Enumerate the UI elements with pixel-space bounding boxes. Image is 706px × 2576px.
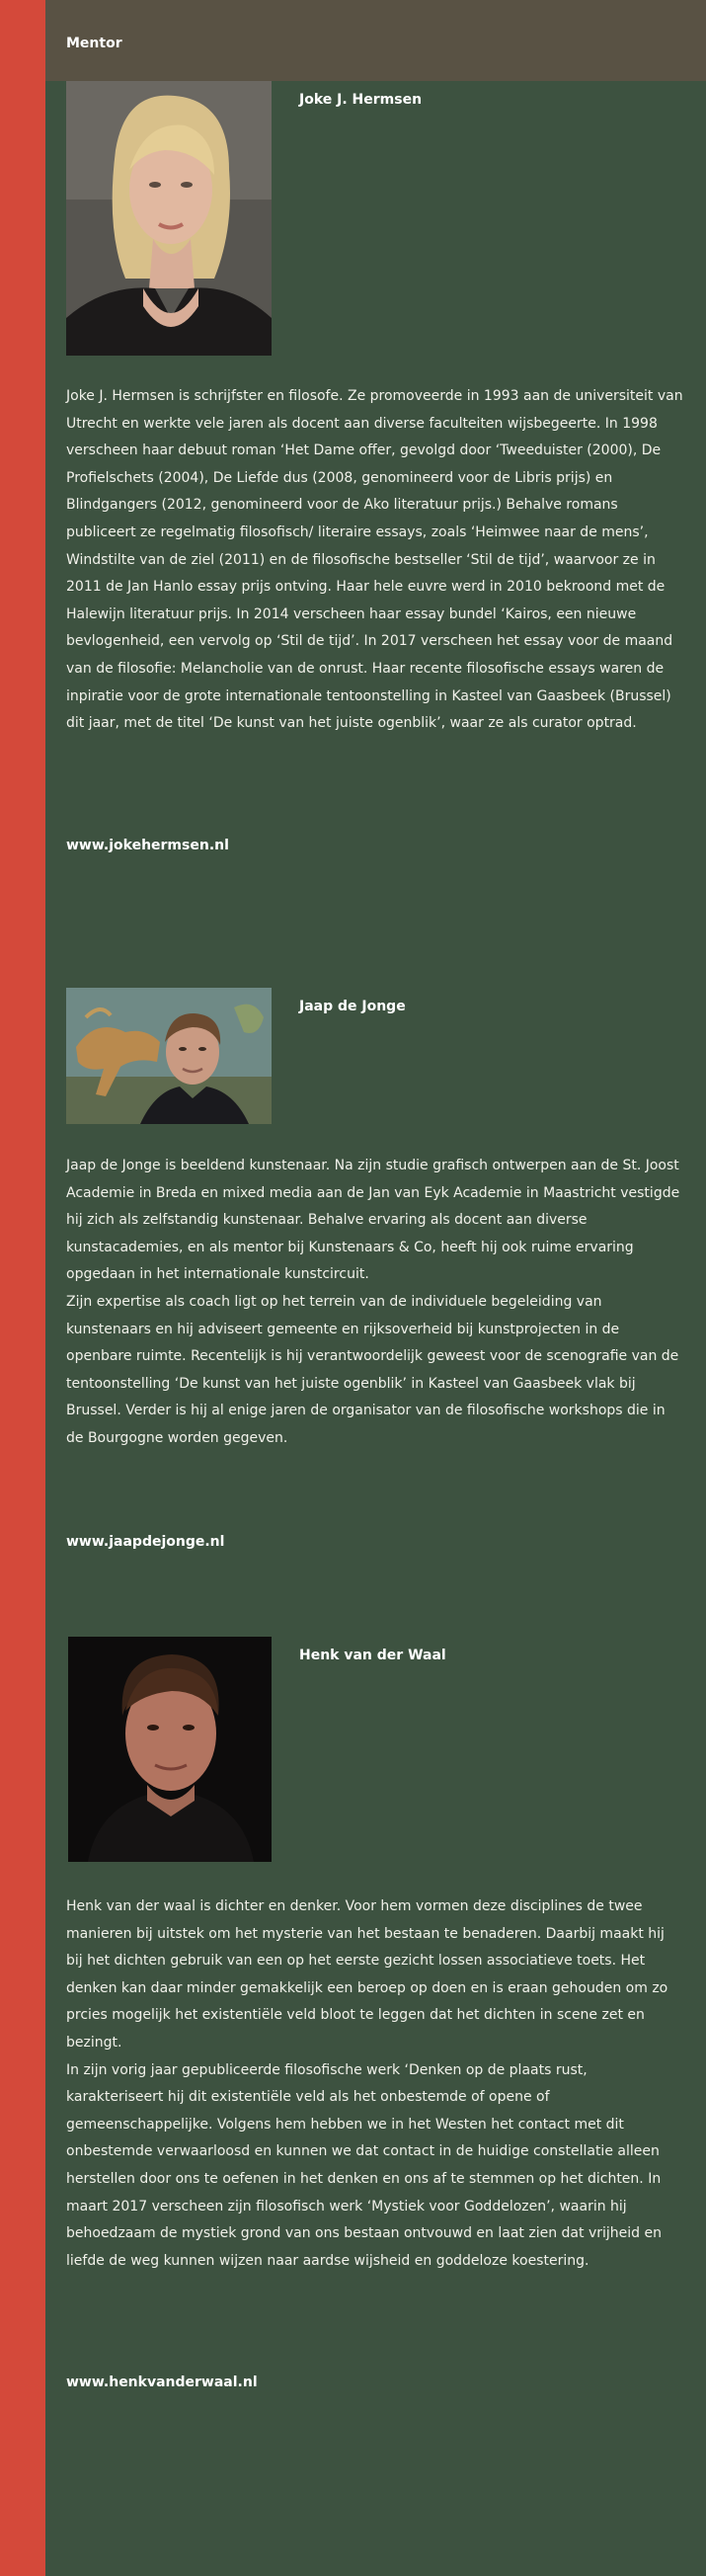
mentor-bio: Jaap de Jonge is beeldend kunstenaar. Na zijn studie grafisch ontwerpen aan de St. Joost Academie in Breda en mixed media aan de Jan van Eyk Academie in Maastricht vestigde hij zich als zelfstandig kunstenaar. Behalve ervaring als docent aan diverse kunstacademies, en als mentor bij Kunstenaars & Co, heeft hij ook ruime ervaring opgedaan in het internationale kunstcircuit. Zijn expertise als coach ligt op het terrein van de individuele begeleiding van kunstenaars en hij adviseert gemeente en rijksoverheid bij kunstprojecten in de openbare ruimte. Recentelijk is hij verantwoordelijk geweest voor de scenografie van de tentoonstelling ‘De kunst van het juiste ogenblik’ in Kasteel van Gaasbeek vlak bij Brussel. Verder is hij al enige jaren de organisator van de filosofische workshops die in de Bourgogne worden gegeven. (66, 1158, 680, 1446)
portrait-photo-jaap-de-jonge (66, 988, 272, 1124)
mentor-name: Joke J. Hermsen (299, 92, 423, 108)
section-header (45, 0, 706, 81)
mentor-website-link[interactable]: www.jokehermsen.nl (66, 838, 229, 853)
mentor-website-link[interactable]: www.jaapdejonge.nl (66, 1534, 225, 1550)
mentor-name: Henk van der Waal (299, 1648, 446, 1663)
portrait-photo-joke-hermsen (66, 81, 272, 356)
mentor-name: Jaap de Jonge (299, 999, 406, 1014)
mentor-bio: Joke J. Hermsen is schrijfster en filosofe. Ze promoveerde in 1993 aan de universiteit van Utrecht en werkte vele jaren als docent aan diverse faculteiten wijsbegeerte. In 1998 verscheen haar debuut roman ‘Het Dame offer, gevolgd door ‘Tweeduister (2000), De Profielschets (2004), De Liefde dus (2008, genomineerd voor de Libris prijs) en Blindgangers (2012, genomineerd voor de Ako literatuur prijs.) Behalve romans publiceert ze regelmatig filosofisch/ literaire essays, zoals ‘Heimwee naar de mens’, Windstilte van de ziel (2011) en de filosofische bestseller ‘Stil de tijd’, waarvoor ze in 2011 de Jan Hanlo essay prijs ontving. Haar hele euvre werd in 2010 bekroond met de Halewijn literatuur prijs. In 2014 verscheen haar essay bundel ‘Kairos, een nieuwe bevlogenheid, een vervolg op ‘Stil de tijd’. In 2017 verscheen het essay voor de maand van de filosofie: Melancholie van de onrust. Haar recente filosofische essays waren de inpiratie voor de grote internationale tentoonstelling in Kasteel van Gaasbeek (Brussel) dit jaar, met de titel ‘De kunst van het juiste ogenblik’, waar ze als curator optrad. (66, 388, 683, 732)
portrait-photo-henk-van-der-waal (68, 1637, 272, 1862)
mentor-bio: Henk van der waal is dichter en denker. Voor hem vormen deze disciplines de twee manieren bij uitstek om het mysterie van het bestaan te benaderen. Daarbij maakt hij bij het dichten gebruik van een op het eerste gezicht lossen associatieve toets. Het denken kan daar minder gemakkelijk een beroep op doen en is eraan gehouden om zo prcies mogelijk het existentiële veld bloot te leggen dat het dichten in scene zet en bezingt. In zijn vorig jaar gepubliceerde filosofische werk ‘Denken op de plaats rust, karakteriseert hij dit existentiële veld als het onbestemde of opene of gemeenschappelijke. Volgens hem hebben we in het Westen het contact met dit onbestemde verwaarloosd en kunnen we dat contact in de huidige constellatie alleen herstellen door ons te oefenen in het denken en ons af te stemmen op het dichten. In maart 2017 verscheen zijn filosofisch werk ‘Mystiek voor Goddelozen’, waarin hij behoedzaam de mystiek grond van ons bestaan ontvouwd en laat zien dat vrijheid en liefde de weg kunnen wijzen naar aardse wijsheid en goddeloze koestering. (66, 1898, 668, 2269)
side-accent-bar (0, 0, 45, 2576)
section-title: Mentor (66, 36, 122, 51)
mentor-website-link[interactable]: www.henkvanderwaal.nl (66, 2375, 258, 2390)
